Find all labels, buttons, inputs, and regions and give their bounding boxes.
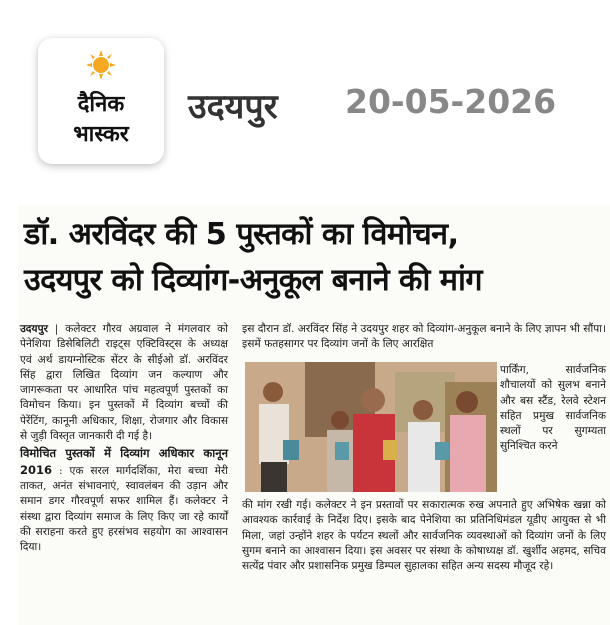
edition-date: 20-05-2026 — [345, 82, 557, 121]
event-photo-illustration — [245, 362, 497, 492]
header — [0, 0, 610, 190]
edition-city: उदयपुर — [188, 87, 278, 127]
event-photo — [245, 362, 497, 492]
logo-line1: दैनिक — [77, 92, 125, 117]
logo-line2: भास्कर — [73, 122, 129, 147]
dateline: उदयपुर — [20, 323, 48, 335]
left-paragraph-1: कलेक्टर गौरव अग्रवाल ने मंगलवार को पेनेशिया डिसेबिलिटी राइट्स एक्टिविस्ट्स के अध्यक्ष एवं अर्थ डायग्नोस्टिक सेंटर के सीईओ डॉ. अरविंदर सिंह द्वारा लिखित दिव्यांग जन कल्याण और जागरूकता पर आधारित पांच महत्वपूर्ण पुस्तकों का विमोचन किया। इन पुस्तकों में दिव्यांग बच्चों की पेरेंटिंग, कानूनी अधिकार, शिक्षा, रोजगार और विकास से जुड़ी विस्तृत जानकारी दी गई है। — [20, 323, 228, 443]
article-headline — [24, 212, 610, 304]
article-column-right-bottom: की मांग रखी गई। कलेक्टर ने इन प्रस्तावों पर सकारात्मक रुख अपनाते हुए अभिषेक खन्ना को आवश्यक कार्रवाई के निर्देश दिए। इसके बाद पेनेशिया का प्रतिनिधिमंडल यूडीए आयुक्त से भी मिला, जहां उन्होंने शहर के पर्यटन स्थलों और सार्वजनिक व्यवस्थाओं को दिव्यांग जनों के लिए सुगम बनाने का आश्वासन दिया। इस अवसर पर संस्था के कोषाध्यक्ष डॉ. खुर्शीद अहमद, सचिव सत्येंद्र पंवार और प्रशासनिक प्रमुख डिम्पल सुहालका सहित अन्य सदस्य मौजूद रहे। — [242, 499, 606, 573]
left-paragraph-2: : एक सरल मार्गदर्शिका, मेरा बच्चा मेरी ताकत, अनंत संभावनाएं, स्वावलंबन की उड़ान और समान डगर गौरवपूर्ण सफर शामिल हैं। कलेक्टर ने संस्था द्वारा दिव्यांग समाज के लिए किए जा रहे कार्यों की सराहना करते हुए हरसंभव सहयोग का आश्वासन दिया। — [20, 464, 228, 554]
article-column-right-top: इस दौरान डॉ. अरविंदर सिंह ने उदयपुर शहर को दिव्यांग-अनुकूल बनाने के लिए ज्ञापन भी सौंपा। इसमें फतहसागर पर दिव्यांग जनों के लिए आरक्षित — [242, 323, 606, 351]
dainik-bhaskar-logo — [38, 38, 164, 164]
article-column-left: उदयपुर | कलेक्टर गौरव अग्रवाल ने मंगलवार को पेनेशिया डिसेबिलिटी राइट्स एक्टिविस्ट्स के अध्यक्ष एवं अर्थ डायग्नोस्टिक सेंटर के सीईओ डॉ. अरविंदर सिंह द्वारा लिखित दिव्यांग जन कल्याण और जागरूकता पर आधारित पांच महत्वपूर्ण पुस्तकों का विमोचन किया। इन पुस्तकों में दिव्यांग बच्चों की पेरेंटिंग, कानूनी अधिकार, शिक्षा, रोजगार और विकास से जुड़ी विस्तृत जानकारी दी गई है। विमोचित पुस्तकों में दिव्यांग अधिकार कानून 2016 : एक सरल मार्गदर्शिका, मेरा बच्चा मेरी ताकत, अनंत संभावनाएं, स्वावलंबन की उड़ान और समान डगर गौरवपूर्ण सफर शामिल हैं। कलेक्टर ने संस्था द्वारा दिव्यांग समाज के लिए किए जा रहे कार्यों की सराहना करते हुए हरसंभव सहयोग का आश्वासन दिया। — [20, 323, 228, 554]
subheading: विमोचित पुस्तकों में दिव्यांग अधिकार कानून 2016 — [20, 446, 228, 477]
sun-icon — [86, 50, 116, 80]
article-column-side: पार्किंग, सार्वजनिक शौचालयों को सुलभ बनाने और बस स्टैंड, रेलवे स्टेशन सहित प्रमुख सार्वजनिक स्थलों पर सुगम्यता सुनिश्चित करने — [500, 364, 606, 453]
headline-line2: उदयपुर को दिव्यांग-अनुकूल बनाने की मांग — [24, 263, 482, 298]
headline-line1: डॉ. अरविंदर की 5 पुस्तकों का विमोचन, — [24, 217, 459, 252]
